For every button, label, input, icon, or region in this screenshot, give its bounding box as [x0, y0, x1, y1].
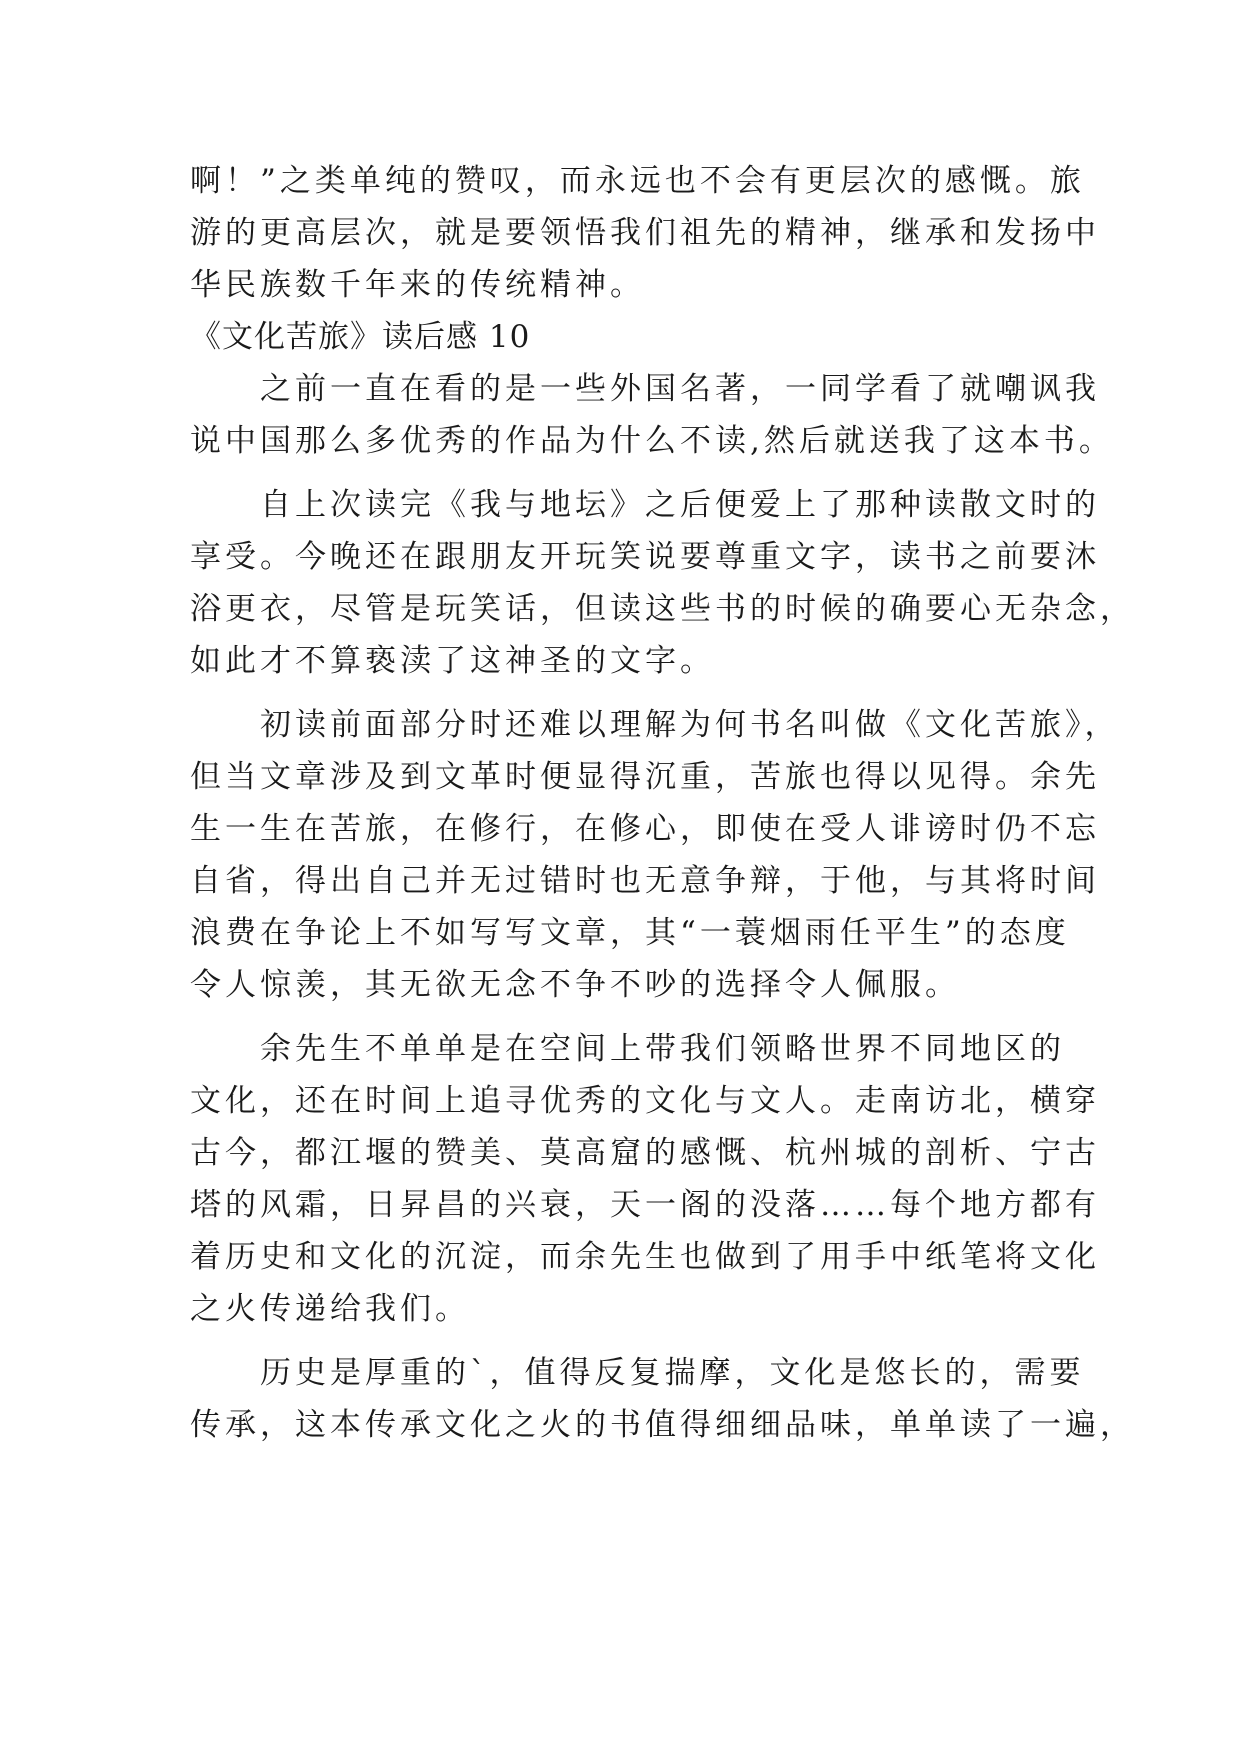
paragraph-1 [190, 363, 1114, 467]
paragraph-4 [190, 1023, 1100, 1335]
text-line: 历史是厚重的`，值得反复揣摩，文化是悠长的，需要 [260, 1355, 1085, 1391]
document-body [190, 155, 1135, 1451]
text-line: 游的更高层次，就是要领悟我们祖先的精神，继承和发扬中 [190, 215, 1100, 251]
text-line: 生一生在苦旅，在修行，在修心，即使在受人诽谤时仍不忘 [190, 811, 1100, 847]
text-line: 享受。今晚还在跟朋友开玩笑说要尊重文字，读书之前要沐 [190, 539, 1100, 575]
text-line: 浴更衣，尽管是玩笑话，但读这些书的时候的确要心无杂念， [190, 591, 1135, 627]
text-line: 华民族数千年来的传统精神。 [190, 267, 645, 303]
text-line: 令人惊羡，其无欲无念不争不吵的选择令人佩服。 [190, 967, 960, 1003]
text-line: 啊！”之类单纯的赞叹，而永远也不会有更层次的感慨。旅 [190, 163, 1085, 199]
text-line: 自省，得出自己并无过错时也无意争辩，于他，与其将时间 [190, 863, 1100, 899]
text-line: 但当文章涉及到文革时便显得沉重，苦旅也得以见得。余先 [190, 759, 1100, 795]
text-line: 说中国那么多优秀的作品为什么不读,然后就送我了这本书。 [190, 423, 1114, 459]
text-line: 初读前面部分时还难以理解为何书名叫做《文化苦旅》， [260, 707, 1120, 743]
text-line: 文化，还在时间上追寻优秀的文化与文人。走南访北，横穿 [190, 1083, 1100, 1119]
text-line: 如此才不算亵渎了这神圣的文字。 [190, 643, 715, 679]
text-line: 自上次读完《我与地坛》之后便爱上了那种读散文时的 [260, 487, 1100, 523]
text-line: 之前一直在看的是一些外国名著，一同学看了就嘲讽我 [260, 371, 1100, 407]
text-line: 着历史和文化的沉淀，而余先生也做到了用手中纸笔将文化 [190, 1239, 1100, 1275]
section-heading: 《文化苦旅》读后感 10 [190, 319, 531, 355]
text-line: 浪费在争论上不如写写文章，其“一蓑烟雨任平生”的态度 [190, 915, 1070, 951]
text-line: 余先生不单单是在空间上带我们领略世界不同地区的 [260, 1031, 1065, 1067]
paragraph-3 [190, 699, 1120, 1011]
text-line: 之火传递给我们。 [190, 1291, 470, 1327]
intro-paragraph [190, 155, 1100, 311]
text-line: 传承，这本传承文化之火的书值得细细品味，单单读了一遍， [190, 1407, 1135, 1443]
text-line: 塔的风霜，日昇昌的兴衰，天一阁的没落……每个地方都有 [190, 1187, 1100, 1223]
text-line: 古今，都江堰的赞美、莫高窟的感慨、杭州城的剖析、宁古 [190, 1135, 1100, 1171]
paragraph-2 [190, 479, 1135, 687]
paragraph-5 [190, 1347, 1135, 1451]
